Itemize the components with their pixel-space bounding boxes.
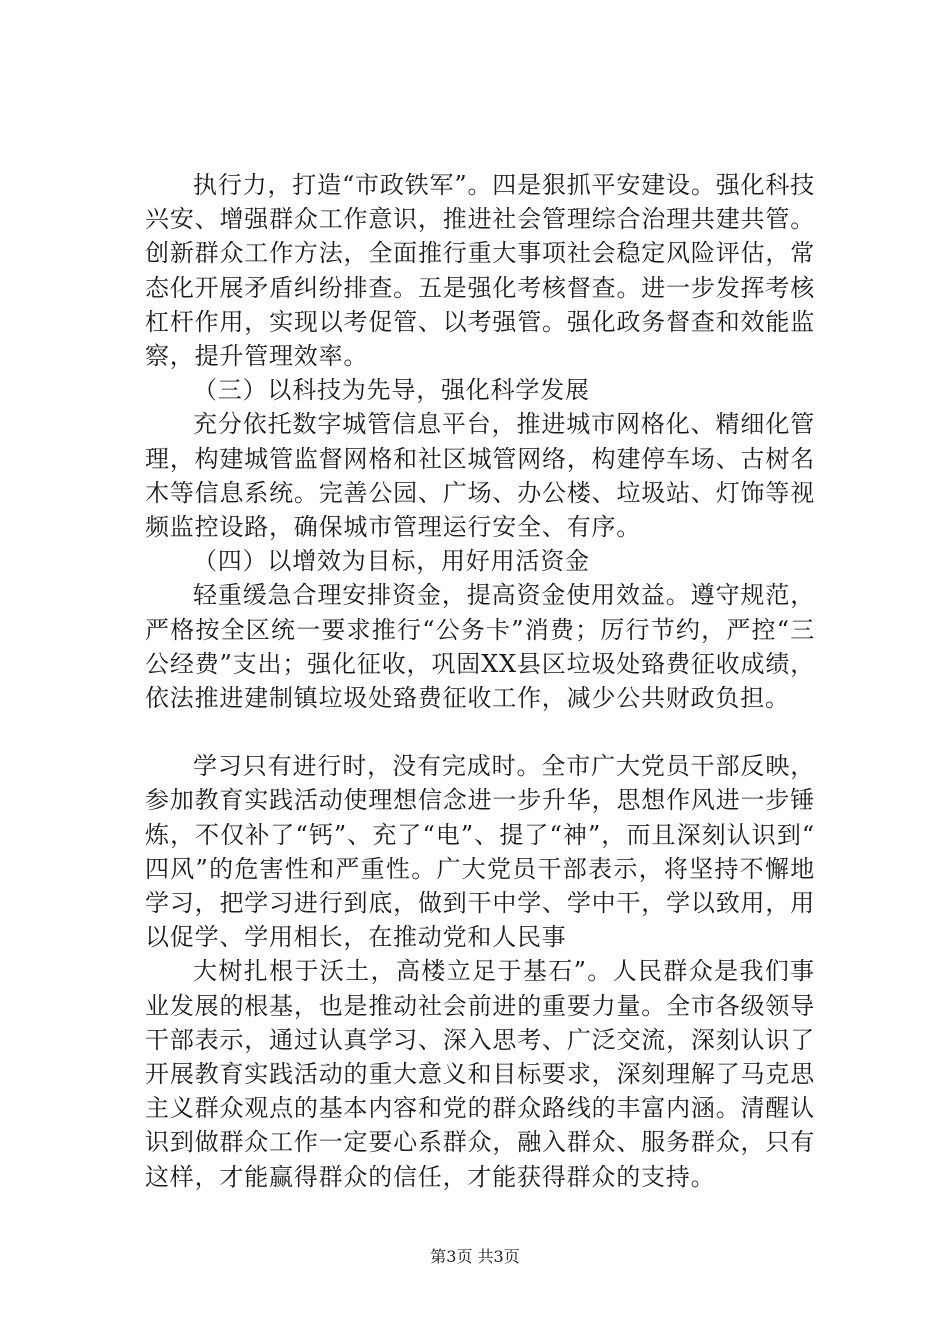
page-footer: 第3页 共3页 — [430, 1247, 520, 1266]
paragraph-digital-city: 充分依托数字城管信息平台，推进城市网格化、精细化管理，构建城管监督网格和社区城管网络，构建停车场、古树名木等信息系统。完善公园、广场、办公楼、垃圾站、灯饰等视频监控设路，确保城市管理运行安全、有序。 — [145, 410, 815, 542]
paragraph-funds: 轻重缓急合理安排资金，提高资金使用效益。遵守规范，严格按全区统一要求推行“公务卡”消费；厉行节约，严控“三公经费”支出；强化征收，巩固XX县区垃圾处臵费征收成绩，依法推进建制镇垃圾处臵费征收工作，减少公共财政负担。 — [145, 581, 815, 713]
document-body — [145, 168, 815, 1194]
heading-section-four: （四）以增效为目标，用好用活资金 — [193, 547, 590, 576]
paragraph-gap — [145, 715, 815, 749]
heading-section-three: （三）以科技为先导，强化科学发展 — [193, 376, 590, 405]
paragraph-execution: 执行力，打造“市政铁军”。四是狠抓平安建设。强化科技兴安、增强群众工作意识，推进社会管理综合治理共建共管。创新群众工作方法，全面推行重大事项社会稳定风险评估，常态化开展矛盾纠纷排查。五是强化考核督查。进一步发挥考核杠杆作用，实现以考促管、以考强管。强化政务督查和效能监察，提升管理效率。 — [145, 171, 815, 371]
paragraph-learning: 学习只有进行时，没有完成时。全市广大党员干部反映，参加教育实践活动使理想信念进一步升华，思想作风进一步锤炼，不仅补了“钙”、充了“电”、提了“神”，而且深刻认识到“四风”的危害性和严重性。广大党员干部表示，将坚持不懈地学习，把学习进行到底，做到干中学、学中干，学以致用，用以促学、学用相长，在推动党和人民事 — [145, 752, 815, 952]
paragraph-masses: 大树扎根于沃土，高楼立足于基石”。人民群众是我们事业发展的根基，也是推动社会前进的重要力量。全市各级领导干部表示，通过认真学习、深入思考、广泛交流，深刻认识了开展教育实践活动的重大意义和目标要求，深刻理解了马克思主义群众观点的基本内容和党的群众路线的丰富内涵。清醒认识到做群众工作一定要心系群众，融入群众、服务群众，只有这样，才能赢得群众的信任，才能获得群众的支持。 — [145, 957, 815, 1191]
